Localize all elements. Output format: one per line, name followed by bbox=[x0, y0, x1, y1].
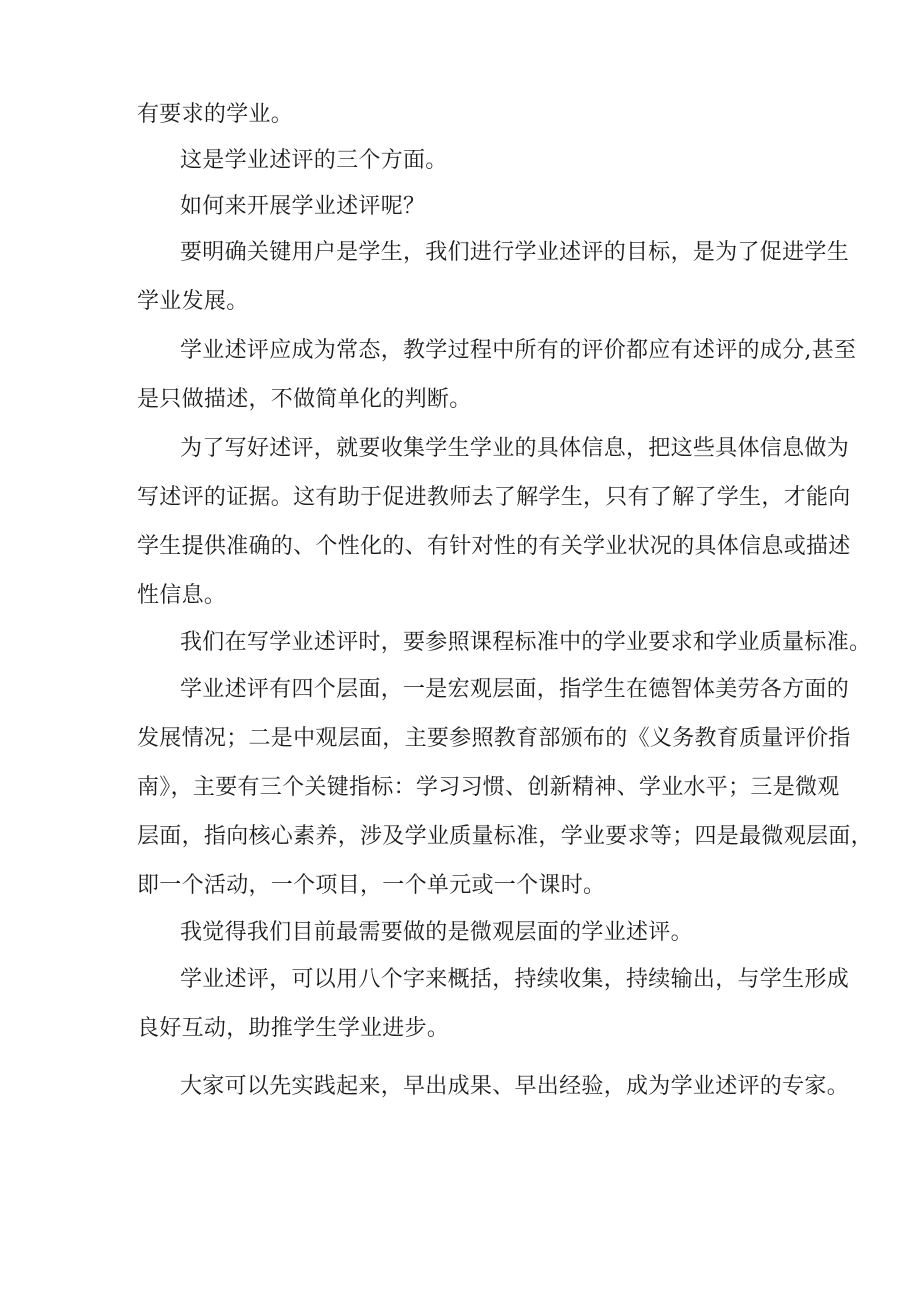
text-line: 这是学业述评的三个方面。 bbox=[180, 148, 448, 173]
text-line: 发展情况；二是中观层面，主要参照教育部颁布的《义务教育质量评价指 bbox=[137, 726, 851, 751]
text-line: 层面，指向核心素养，涉及学业质量标准，学业要求等；四是最微观层面， bbox=[137, 824, 873, 849]
text-line: 学生提供准确的、个性化的、有针对性的有关学业状况的具体信息或描述 bbox=[137, 534, 851, 559]
text-line: 有要求的学业。 bbox=[137, 102, 294, 127]
text-line: 要明确关键用户是学生，我们进行学业述评的目标，是为了促进学生 bbox=[180, 240, 850, 265]
text-line: 如何来开展学业述评呢？ bbox=[180, 194, 426, 219]
text-line: 写述评的证据。这有助于促进教师去了解学生，只有了解了学生，才能向 bbox=[137, 485, 851, 510]
text-line: 大家可以先实践起来，早出成果、早出经验，成为学业述评的专家。 bbox=[180, 1074, 850, 1099]
text-line: 为了写好述评，就要收集学生学业的具体信息，把这些具体信息做为 bbox=[180, 436, 850, 461]
text-line: 学业述评有四个层面，一是宏观层面，指学生在德智体美劳各方面的 bbox=[180, 677, 850, 702]
text-line: 学业述评，可以用八个字来概括，持续收集，持续输出，与学生形成 bbox=[180, 967, 850, 992]
text-line: 即一个活动，一个项目，一个单元或一个课时。 bbox=[137, 873, 606, 898]
text-line: 性信息。 bbox=[137, 583, 227, 608]
text-line: 良好互动，助推学生学业进步。 bbox=[137, 1016, 450, 1041]
text-line: 我们在写学业述评时，要参照课程标准中的学业要求和学业质量标准。 bbox=[180, 630, 872, 655]
text-line: 学业发展。 bbox=[137, 289, 249, 314]
text-line: 是只做描述，不做简单化的判断。 bbox=[137, 387, 472, 412]
text-line: 我觉得我们目前最需要做的是微观层面的学业述评。 bbox=[180, 920, 693, 945]
text-line: 南》，主要有三个关键指标：学习习惯、创新精神、学业水平；三是微观 bbox=[137, 775, 840, 800]
text-line: 学业述评应成为常态，教学过程中所有的评价都应有述评的成分,甚至 bbox=[180, 338, 857, 363]
